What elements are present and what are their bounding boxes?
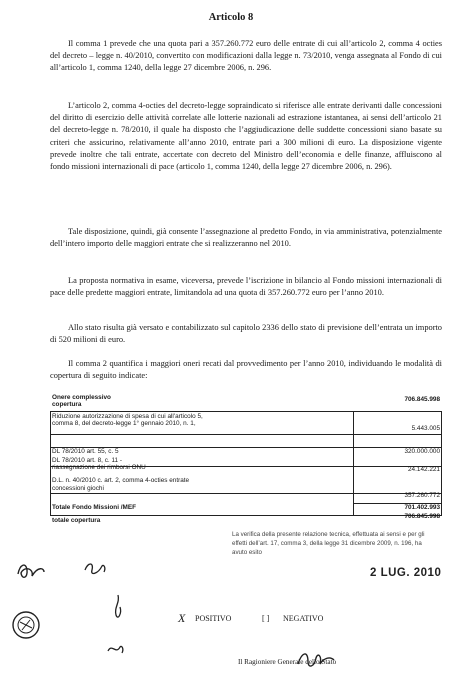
row-value: 24.142.221 xyxy=(408,466,440,473)
initials-signature xyxy=(110,593,126,623)
table-total-row xyxy=(50,502,442,514)
note-line: effetti dell’art. 17, comma 3, della legge 31 dicembre 2009, n. 196, ha xyxy=(232,540,422,547)
row-label: DL 78/2010 art. 8, c. 11 - xyxy=(52,457,122,464)
header-label: Onere complessivo xyxy=(52,394,111,401)
row-label: D.L. n. 40/2010 c. art. 2, comma 4-octies entrate xyxy=(52,477,190,484)
row-value: 357.260.772 xyxy=(404,492,440,499)
positive-checkmark: X xyxy=(178,611,186,625)
signature-label: Il Ragioniere Generale dello Stato xyxy=(238,658,337,666)
total-label: Totale Fondo Missioni /MEF xyxy=(52,504,137,511)
date-stamp: 2 LUG. 2010 xyxy=(370,567,442,579)
table-row xyxy=(50,476,442,498)
verification-note xyxy=(232,530,428,557)
official-seal xyxy=(10,608,42,642)
negative-checkbox: [ ] xyxy=(262,614,270,623)
table-row xyxy=(50,457,442,475)
initials-signature xyxy=(82,558,108,578)
row-label: riassegnazione dei rimborsi ONU xyxy=(52,464,146,471)
negative-label: NEGATIVO xyxy=(283,614,324,623)
grand-total-label: totale copertura xyxy=(52,517,101,524)
row-label: concessioni giochi xyxy=(52,485,104,492)
initials-signature xyxy=(14,558,48,584)
grand-total-value: 706.845.998 xyxy=(404,513,440,520)
table-header xyxy=(50,394,442,410)
note-line: avuto esito xyxy=(232,549,262,556)
total-value: 701.402.993 xyxy=(404,504,440,511)
row-label: comma 8, del decreto-legge 1° gennaio 2010, n. 1, xyxy=(52,420,196,427)
article-title: Articolo 8 xyxy=(208,12,254,23)
row-divider xyxy=(51,434,441,435)
initials-signature xyxy=(106,641,126,657)
paragraph-5: Allo stato risulta già versato e contabilizzato sul capitolo 2336 dello stato di previsione dell’entrata un importo di 520 milioni di euro. xyxy=(50,323,442,345)
header-sublabel: copertura xyxy=(52,401,82,408)
paragraph-3: Tale disposizione, quindi, già consente l’assegnazione al predetto Fondo, in via amministrativa, potenzialmente dell’intero importo delle maggiori entrate che si realizzeranno nel 2010. xyxy=(50,227,442,249)
positive-label: POSITIVO xyxy=(195,614,232,623)
official-signature xyxy=(296,648,336,672)
row-value: 5.443.005 xyxy=(411,425,440,432)
note-line: La verifica della presente relazione tecnica, effettuata ai sensi e per gli xyxy=(232,531,425,538)
paragraph-2: L’articolo 2, comma 4-octies del decreto-legge sopraindicato si riferisce alle entrate derivanti dalle concessioni del diritto di esercizio delle attività correlate alle lotterie nazionali ad estrazione istantanea, ai sensi dell’articolo 21 del decreto-legge n. 78/2010, il quale ha disposto che l’aggiudicazione delle suddette concessioni siano basate su criteri che assicurino, relativamente all’anno 2010, entrate pari a 300 milioni di euro. La disposizione vigente prevede inoltre che tali entrate, accertate con decreto del Ministro dell’economia e delle finanze, affluiscono al fondo missioni internazionali di pace (articolo 1, comma 1240, della legge 27 dicembre 2006, n. 296). xyxy=(50,101,442,172)
header-value: 706.845.998 xyxy=(404,396,440,403)
paragraph-4: La proposta normativa in esame, viceversa, prevede l’iscrizione in bilancio al Fondo missioni internazionali di pace delle predette maggiori entrate, limitandola ad una quota di 357.260.772 euro per l’anno 2010. xyxy=(50,276,442,298)
row-label: DL 78/2010 art. 55, c. 5 xyxy=(52,448,119,455)
table-grand-total-row xyxy=(50,513,442,527)
paragraph-1: Il comma 1 prevede che una quota pari a 357.260.772 euro delle entrate di cui all’articolo 2, comma 4 octies del decreto – legge n. 40/2010, convertito con modificazioni dalla legge n. 73/2010, venga assegnata al Fondo di cui all’articolo 1, comma 1240, della legge 27 dicembre 2006, n. 296. xyxy=(50,39,442,73)
table-row xyxy=(50,412,442,434)
paragraph-6: Il comma 2 quantifica i maggiori oneri recati dal provvedimento per l’anno 2010, individuando le modalità di copertura di seguito indicate: xyxy=(50,359,442,381)
row-label: Riduzione autorizzazione di spesa di cui all'articolo 5, xyxy=(52,413,203,420)
row-value: 320.000.000 xyxy=(404,448,440,455)
